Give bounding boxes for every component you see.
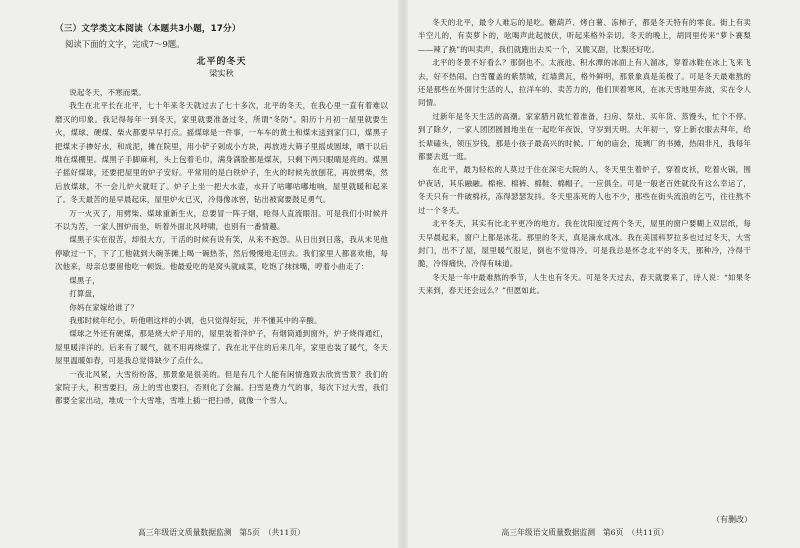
paragraph: 冬天的北平，最令人难忘的是吃。糖葫芦、烤白薯、冻柿子，都是冬天特有的零食。街上有卖半空儿的，有卖萝卜的，吆喝声此起彼伏，听起来格外亲切。冬天的晚上，胡同里传来“萝卜赛梨——辣了换”的叫卖声，我们就跑出去买一个，又脆又甜，比梨还好吃。 [418,18,751,54]
paragraph: 在北平，最为轻松的人莫过于住在深宅大院的人，冬天里生着炉子，穿着皮袄，吃着火锅，围炉夜话，其乐融融。棉袍、棉裤、棉鞋、棉帽子，一应俱全。可是一般老百姓就没有这么幸运了，冬天只有一件破棉袄，冻得瑟瑟发抖。冬天里冻死的人也不少，那些在街头流浪的乞丐，往往熬不过一个冬天。 [418,165,751,215]
song-line: 煤黑子， [69,275,100,285]
paragraph: 一夜北风紧，大雪纷纷落，那景象是很美的。但是有几个人能有闲情逸致去欣赏雪景？我们的家院子大，积雪要扫，房上的雪也要扫，否则化了会漏。扫雪是费力气的事，每次下过大雪，我们都要全家出动，堆成一个大雪堆，雪堆上插一把扫帚，就像一个雪人。 [55,369,388,406]
paragraph: 北平的冬景不好看么？那倒也不。太液池、积水潭的冰面上有人溜冰，穿着冰鞋在冰上飞来飞去，好不热闹。白雪覆盖的紫禁城，红墙黄瓦，格外鲜明，那景象真是美极了。可是冬天最难熬的还是那些在外面讨生活的人，拉洋车的、卖苦力的，他们顶着寒风，在冰天雪地里奔波，实在令人同情。 [418,58,751,108]
left-article-body [55,86,388,408]
paragraph: 过新年是冬天生活的高潮。家家腊月就忙着准备，扫房、祭灶、买年货、蒸馒头，忙个不停。到了除夕，一家人团团圆圆地坐在一起吃年夜饭，守岁到天明。大年初一，穿上新衣服去拜年，给长辈磕头，领压岁钱，那是小孩子最高兴的时候。厂甸的庙会，琉璃厂的书摊，热闹非凡，我每年都要去逛一逛。 [418,111,751,162]
article-author: 梁实秋 [209,68,234,78]
page-footer-right: 高三年级语文质量数据监测 第6页 （共11页） [501,528,669,537]
paragraph: 万一火灭了，用劈柴、煤球重新生火，总要冒一阵子烟，呛得人直流眼泪。可是我们小时候并不以为苦，一家人围炉而坐，听着外面北风呼啸，也别有一番情趣。 [55,208,388,232]
article-title: 北平的冬天 [196,57,247,67]
reading-instruction: 阅读下面的文字，完成7～9题。 [65,39,185,49]
paragraph: 冬天是一年中最难熬的季节，人生也有冬天。可是冬天过去，春天就要来了，诗人说：“如果冬天来到，春天还会远么？”但愿如此。 [418,272,751,296]
song-line: 你妈在家嫁给谁了？ [69,302,139,312]
song-line: 打算盘， [69,289,100,299]
abridged-note: （有删改） [712,515,752,524]
left-page [55,0,388,548]
paragraph: 我生在北平长在北平，七十年来冬天就过去了七十多次，北平的冬天，在我心里一直有着难以磨灭的印象。我记得每年一到冬天，家里就要准备过冬，所谓“冬防”。阳历十月初一屋里就要生火，煤球、硬煤、柴火都要早早打点。摇煤球是一件事，一车车的黄土和煤末送到家门口，煤黑子把煤末子掺好水，和成泥，摊在院里，用小铲子剁成小方块，再放进大筛子里摇成圆球，晒干以后堆在煤棚里。煤黑子手脚麻利，头上包着毛巾，满身满脸都是煤灰，只剩下两只眼睛是亮的。煤黑子摇好煤球，还要把屋里的炉子安好。平常用的是白铁炉子，生火的时候先放刨花，再放劈柴，然后放煤球，不一会儿炉火就旺了。炉子上坐一把大水壶，水开了咕嘟咕嘟地响，屋里就暖和起来了。冬天最苦的是早晨起床，屋里炉火已灭，冷得像冰窖，钻出被窝要鼓足勇气。 [55,101,388,205]
paragraph: 说起冬天，不寒而栗。 [69,88,146,97]
paragraph: 我那时候年纪小，听他唱这样的小调，也只觉得好玩，并不懂其中的辛酸。 [69,315,322,325]
page-gutter [398,0,408,548]
paragraph: 北平冬天，其实有比北平更冷的地方。我在沈阳度过两个冬天，屋里的窗户要糊上双层纸，每天早晨起来，窗户上都是冰花。那里的冬天，真是滴水成冰。我在美国科罗拉多也过过冬天，大雪封门，出不了屋，屋里暖气很足，倒也不觉得冷。可是我总是怀念北平的冬天，那种冷，冷得干脆，冷得痛快，冷得有味道。 [418,219,751,269]
right-article-body [418,16,751,298]
paragraph: 煤黑子实在很苦，却很大方，干活的时候有说有笑，从来不抱怨。从日出到日落，我从未见他停歇过一下，下了工他就到大碗茶摊上喝一碗热茶，然后慢慢地走回去。我们家里人都喜欢他，每次他来，母亲总要留他吃一顿饭。他最爱吃的是窝头就咸菜，吃饱了抹抹嘴，哼着小曲走了： [55,235,388,272]
paragraph: 煤球之外还有硬煤，那是烧大炉子用的，屋里装着洋炉子，有烟筒通到窗外，炉子烧得通红，屋里暖洋洋的。后来有了暖气，就不用再烧煤了。我在北平住的后来几年，家里也装了暖气，冬天屋里温暖如春，可是我总觉得缺少了点什么。 [55,329,388,366]
section-heading: （三）文学类文本阅读（本题共3小题，17分） [55,24,241,34]
page-footer-left: 高三年级语文质量数据监测 第5页 （共11页） [138,528,305,537]
right-page [418,0,752,548]
